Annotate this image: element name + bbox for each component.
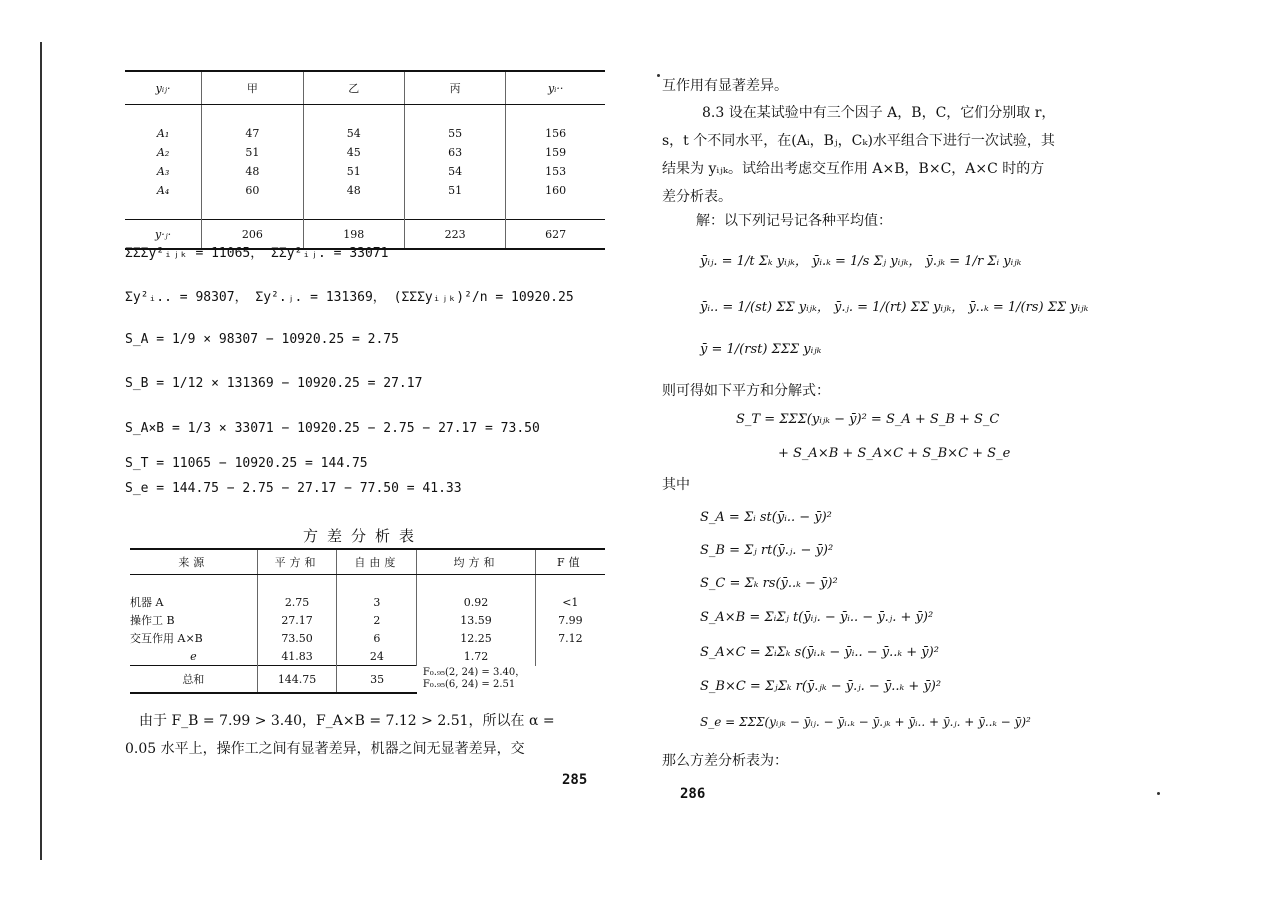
equation: S_A = 1/9 × 98307 − 10920.25 = 2.75 bbox=[125, 332, 399, 347]
component-equation: S_A×C = ΣᵢΣₖ s(ȳᵢ.ₖ − ȳᵢ.. − ȳ..ₖ + ȳ)² bbox=[700, 645, 939, 660]
mean-definition: ȳᵢ.. = 1/(st) ΣΣ yᵢⱼₖ， ȳ.ⱼ. = 1/(rt) ΣΣ yᵢⱼₖ， ȳ..ₖ = 1/(rs) ΣΣ yᵢⱼₖ bbox=[700, 300, 1089, 315]
component-equation: S_e = ΣΣΣ(yᵢⱼₖ − ȳᵢⱼ. − ȳᵢ.ₖ − ȳ.ⱼₖ + ȳᵢ.. + ȳ.ⱼ. + ȳ..ₖ − ȳ)² bbox=[700, 715, 1031, 729]
closing-text: 那么方差分析表为： bbox=[662, 753, 788, 769]
table-header: 均方和 bbox=[417, 549, 535, 575]
table-header: 来源 bbox=[130, 549, 257, 575]
table-row: A₄ 60 48 51 160 bbox=[125, 181, 605, 200]
decomposition-intro: 则可得如下平方和分解式： bbox=[662, 383, 830, 399]
scan-speck bbox=[657, 74, 660, 77]
equation: S_A×B = 1/3 × 33071 − 10920.25 − 2.75 − 27.17 = 73.50 bbox=[125, 421, 540, 436]
problem-8-3-line: 8.3 设在某试验中有三个因子 A，B，C，它们分别取 r， bbox=[702, 105, 1056, 121]
left-page bbox=[125, 70, 605, 788]
component-equation: S_B = Σⱼ rt(ȳ.ⱼ. − ȳ)² bbox=[700, 543, 834, 558]
equation: S_e = 144.75 − 2.75 − 27.17 − 77.50 = 41.33 bbox=[125, 481, 462, 496]
table-total-row: y·ⱼ· 206 198 223 627 bbox=[125, 220, 605, 250]
table-row: 机器 A 2.75 3 0.92 <1 bbox=[130, 593, 605, 611]
component-equation: S_A = Σᵢ st(ȳᵢ.. − ȳ)² bbox=[700, 510, 832, 525]
table-header: 自由度 bbox=[337, 549, 417, 575]
page-number-right: 286 bbox=[680, 786, 706, 802]
text-line: s，t 个不同水平，在(Aᵢ，Bⱼ，Cₖ)水平组合下进行一次试验，其 bbox=[662, 133, 1055, 149]
table-row: A₂ 51 45 63 159 bbox=[125, 143, 605, 162]
mean-definition: ȳ = 1/(rst) ΣΣΣ yᵢⱼₖ bbox=[700, 342, 822, 357]
text-line: 差分析表。 bbox=[662, 189, 732, 205]
table-row: e 41.83 24 1.72 bbox=[130, 647, 605, 666]
table-row: 交互作用 A×B 73.50 6 12.25 7.12 bbox=[130, 629, 605, 647]
table-row: A₁ 47 54 55 156 bbox=[125, 124, 605, 143]
table-header: 甲 bbox=[202, 71, 303, 105]
conclusion-line-1: 由于 F_B = 7.99 > 3.40，F_A×B = 7.12 > 2.51，所以在 α = bbox=[139, 713, 555, 729]
table-header: F值 bbox=[535, 549, 605, 575]
table-header: 平方和 bbox=[257, 549, 337, 575]
where-label: 其中 bbox=[662, 477, 690, 493]
text-line: 互作用有显著差异。 bbox=[662, 78, 788, 94]
scan-speck bbox=[1157, 792, 1160, 795]
decomposition-equation: + S_A×B + S_A×C + S_B×C + S_e bbox=[778, 446, 1011, 461]
equation: S_T = 11065 − 10920.25 = 144.75 bbox=[125, 456, 368, 471]
data-table bbox=[125, 70, 605, 250]
table-header: 乙 bbox=[303, 71, 404, 105]
component-equation: S_A×B = ΣᵢΣⱼ t(ȳᵢⱼ. − ȳᵢ.. − ȳ.ⱼ. + ȳ)² bbox=[700, 610, 934, 625]
table-row: A₃ 48 51 54 153 bbox=[125, 162, 605, 181]
table-header: 丙 bbox=[404, 71, 505, 105]
anova-table bbox=[130, 548, 605, 694]
table-row: 操作工 B 27.17 2 13.59 7.99 bbox=[130, 611, 605, 629]
f-critical-note: F₀.₉₅(2, 24) = 3.40， F₀.₉₅(6, 24) = 2.51 bbox=[422, 667, 526, 691]
table-total-row: 总和 144.75 35 F₀.₉₅(2, 24) = 3.40， F₀.₉₅(6, 24) = 2.51 bbox=[130, 666, 605, 694]
text-line: 结果为 yᵢⱼₖ。试给出考虑交互作用 A×B，B×C，A×C 时的方 bbox=[662, 161, 1045, 177]
table-header: yᵢ·· bbox=[506, 71, 605, 105]
conclusion-line-2: 0.05 水平上，操作工之间有显著差异，机器之间无显著差异，交 bbox=[125, 741, 525, 757]
component-equation: S_B×C = ΣⱼΣₖ r(ȳ.ⱼₖ − ȳ.ⱼ. − ȳ..ₖ + ȳ)² bbox=[700, 679, 942, 694]
table-header: yᵢⱼ· bbox=[125, 71, 202, 105]
equation: ΣΣΣy²ᵢⱼₖ = 11065， ΣΣy²ᵢⱼ. = 33071 bbox=[125, 246, 389, 261]
mean-definition: ȳᵢⱼ. = 1/t Σₖ yᵢⱼₖ， ȳᵢ.ₖ = 1/s Σⱼ yᵢⱼₖ， ȳ.ⱼₖ = 1/r Σᵢ yᵢⱼₖ bbox=[700, 254, 1022, 269]
solution-intro: 解：以下列记号记各种平均值： bbox=[696, 213, 892, 229]
page-number-left: 285 bbox=[562, 772, 588, 788]
equation: S_B = 1/12 × 131369 − 10920.25 = 27.17 bbox=[125, 376, 423, 391]
anova-title: 方差分析表 bbox=[303, 527, 424, 545]
binding-line bbox=[40, 42, 42, 860]
equation: Σy²ᵢ.. = 98307， Σy².ⱼ. = 131369， (ΣΣΣyᵢⱼₖ)²/n = 10920.25 bbox=[125, 290, 574, 305]
decomposition-equation: S_T = ΣΣΣ(yᵢⱼₖ − ȳ)² = S_A + S_B + S_C bbox=[736, 412, 1000, 427]
component-equation: S_C = Σₖ rs(ȳ..ₖ − ȳ)² bbox=[700, 576, 838, 591]
